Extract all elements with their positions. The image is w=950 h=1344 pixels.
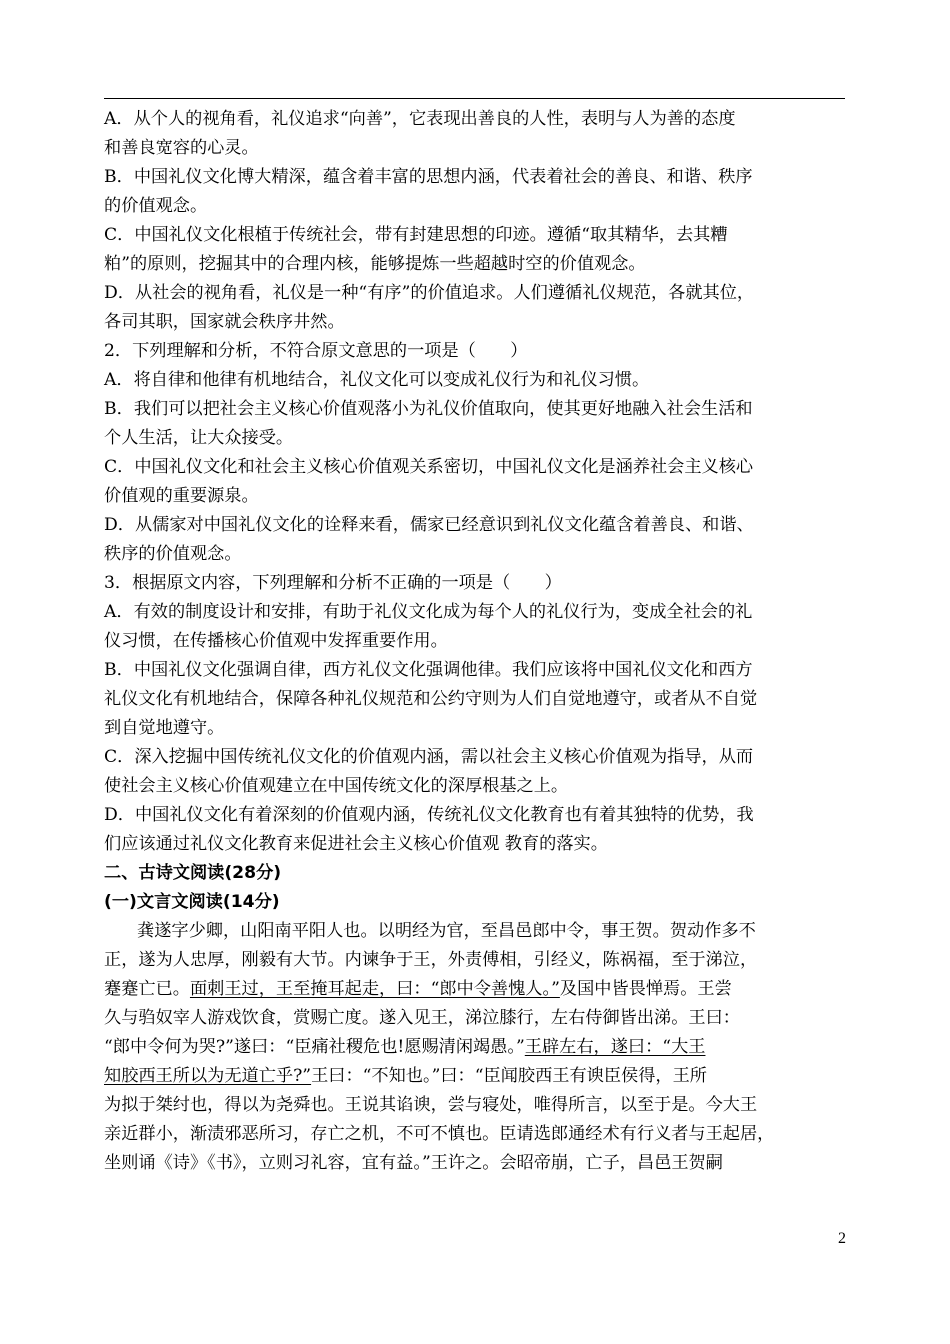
text-span: 王曰：“不知也。”曰：“臣闻胶西王有谀臣侯得，王所 [311, 1066, 707, 1086]
text-line [104, 946, 845, 975]
text-line [104, 1004, 845, 1033]
text-line [104, 1062, 845, 1091]
text-span: B．我们可以把社会主义核心价值观落小为礼仪价值取向，使其更好地融入社会生活和 [104, 399, 753, 419]
text-line [104, 1120, 845, 1149]
text-span: 到自觉地遵守。 [104, 718, 225, 738]
text-span: 各司其职，国家就会秩序井然。 [104, 312, 345, 332]
text-line [104, 192, 845, 221]
text-span: 和善良宽容的心灵。 [104, 138, 259, 158]
text-line [104, 221, 845, 250]
document-body [104, 105, 845, 1178]
underlined-text: 知胶西王所以为无道亡乎?” [104, 1066, 312, 1086]
text-span: 们应该通过礼仪文化教育来促进社会主义核心价值观 教育的落实。 [104, 834, 608, 854]
text-span: 礼仪文化有机地结合，保障各种礼仪规范和公约守则为人们自觉地遵守，或者从不自觉 [104, 689, 758, 709]
text-line [104, 714, 845, 743]
text-span: 正，遂为人忠厚，刚毅有大节。内谏争于王，外责傅相，引经义，陈祸福，至于涕泣， [104, 950, 758, 970]
text-span: A．将自律和他律有机地结合，礼仪文化可以变成礼仪行为和礼仪习惯。 [104, 370, 650, 390]
text-span: 久与驺奴宰人游戏饮食，赏赐亡度。遂入见王，涕泣膝行，左右侍御皆出涕。王曰： [104, 1008, 740, 1028]
text-line [104, 598, 845, 627]
text-span: 坐则诵《诗》《书》，立则习礼容，宜有益。”王许之。会昭帝崩，亡子，昌邑王贺嗣 [104, 1153, 723, 1173]
text-line [104, 511, 845, 540]
text-line [104, 656, 845, 685]
text-line [104, 250, 845, 279]
text-span: D．从儒家对中国礼仪文化的诠释来看，儒家已经意识到礼仪文化蕴含着善良、和谐、 [104, 515, 754, 535]
text-line [104, 337, 845, 366]
header-rule [104, 98, 845, 99]
text-line [104, 975, 845, 1004]
text-span: 仪习惯，在传播核心价值观中发挥重要作用。 [104, 631, 448, 651]
text-line [104, 279, 845, 308]
text-span: C．中国礼仪文化和社会主义核心价值观关系密切，中国礼仪文化是涵养社会主义核心 [104, 457, 754, 477]
text-span: B．中国礼仪文化强调自律，西方礼仪文化强调他律。我们应该将中国礼仪文化和西方 [104, 660, 753, 680]
text-line [104, 685, 845, 714]
text-span: A．有效的制度设计和安排，有助于礼仪文化成为每个人的礼仪行为，变成全社会的礼 [104, 602, 753, 622]
text-span: 价值观的重要源泉。 [104, 486, 259, 506]
text-line [104, 366, 845, 395]
text-line [104, 830, 845, 859]
text-line [104, 482, 845, 511]
text-line [104, 453, 845, 482]
text-span: (一)文言文阅读(14分) [104, 892, 280, 912]
section-heading [104, 888, 845, 917]
text-span: 为拟于桀纣也，得以为尧舜也。王说其谄谀，尝与寝处，唯得所言，以至于是。今大王 [104, 1095, 758, 1115]
text-line [104, 569, 845, 598]
text-span: 的价值观念。 [104, 196, 208, 216]
text-line [104, 540, 845, 569]
section-heading [104, 859, 845, 888]
text-line [104, 917, 845, 946]
text-span: 3．根据原文内容，下列理解和分析不正确的一项是（ ） [104, 573, 562, 593]
text-line [104, 1033, 845, 1062]
text-line [104, 772, 845, 801]
text-span: D．从社会的视角看，礼仪是一种“有序”的价值追求。人们遵循礼仪规范，各就其位， [104, 283, 755, 303]
text-span: 个人生活，让大众接受。 [104, 428, 294, 448]
text-line [104, 424, 845, 453]
text-span: C．深入挖掘中国传统礼仪文化的价值观内涵，需以社会主义核心价值观为指导，从而 [104, 747, 754, 767]
text-line [104, 627, 845, 656]
text-line [104, 105, 845, 134]
underlined-text: 面刺王过，王至掩耳起走，曰：“郎中令善愧人。” [189, 979, 560, 999]
underlined-text: 王辟左右，遂曰：“大王 [524, 1037, 706, 1057]
text-span: 二、古诗文阅读(28分) [104, 863, 282, 883]
text-line [104, 134, 845, 163]
text-span: 2．下列理解和分析，不符合原文意思的一项是（ ） [104, 341, 528, 361]
text-line [104, 163, 845, 192]
text-line [104, 801, 845, 830]
page-number: 2 [838, 1230, 846, 1247]
text-span: B．中国礼仪文化博大精深，蕴含着丰富的思想内涵，代表着社会的善良、和谐、秩序 [104, 167, 753, 187]
text-line [104, 743, 845, 772]
text-line [104, 1091, 845, 1120]
text-span: D．中国礼仪文化有着深刻的价值观内涵，传统礼仪文化教育也有着其独特的优势，我 [104, 805, 754, 825]
text-span: 使社会主义核心价值观建立在中国传统文化的深厚根基之上。 [104, 776, 569, 796]
text-span: 及国中皆畏惮焉。王尝 [559, 979, 732, 999]
text-span: C．中国礼仪文化根植于传统社会，带有封建思想的印迹。遵循“取其精华，去其糟 [104, 225, 728, 245]
text-span: 粕”的原则，挖掘其中的合理内核，能够提炼一些超越时空的价值观念。 [104, 254, 646, 274]
text-span: 秩序的价值观念。 [104, 544, 242, 564]
text-span: 亲近群小，渐渍邪恶所习，存亡之机，不可不慎也。臣请选郎通经术有行义者与王起居， [104, 1124, 775, 1144]
text-line [104, 308, 845, 337]
text-span: A．从个人的视角看，礼仪追求“向善”，它表现出善良的人性，表明与人为善的态度 [104, 109, 736, 129]
text-span: 龚遂字少卿，山阳南平阳人也。以明经为官，至昌邑郎中令，事王贺。贺动作多不 [137, 921, 756, 941]
text-span: 蹇蹇亡已。 [104, 979, 190, 999]
text-span: “郎中令何为哭?”遂曰：“臣痛社稷危也!愿赐清闲竭愚。” [104, 1037, 525, 1057]
text-line [104, 395, 845, 424]
text-line [104, 1149, 845, 1178]
